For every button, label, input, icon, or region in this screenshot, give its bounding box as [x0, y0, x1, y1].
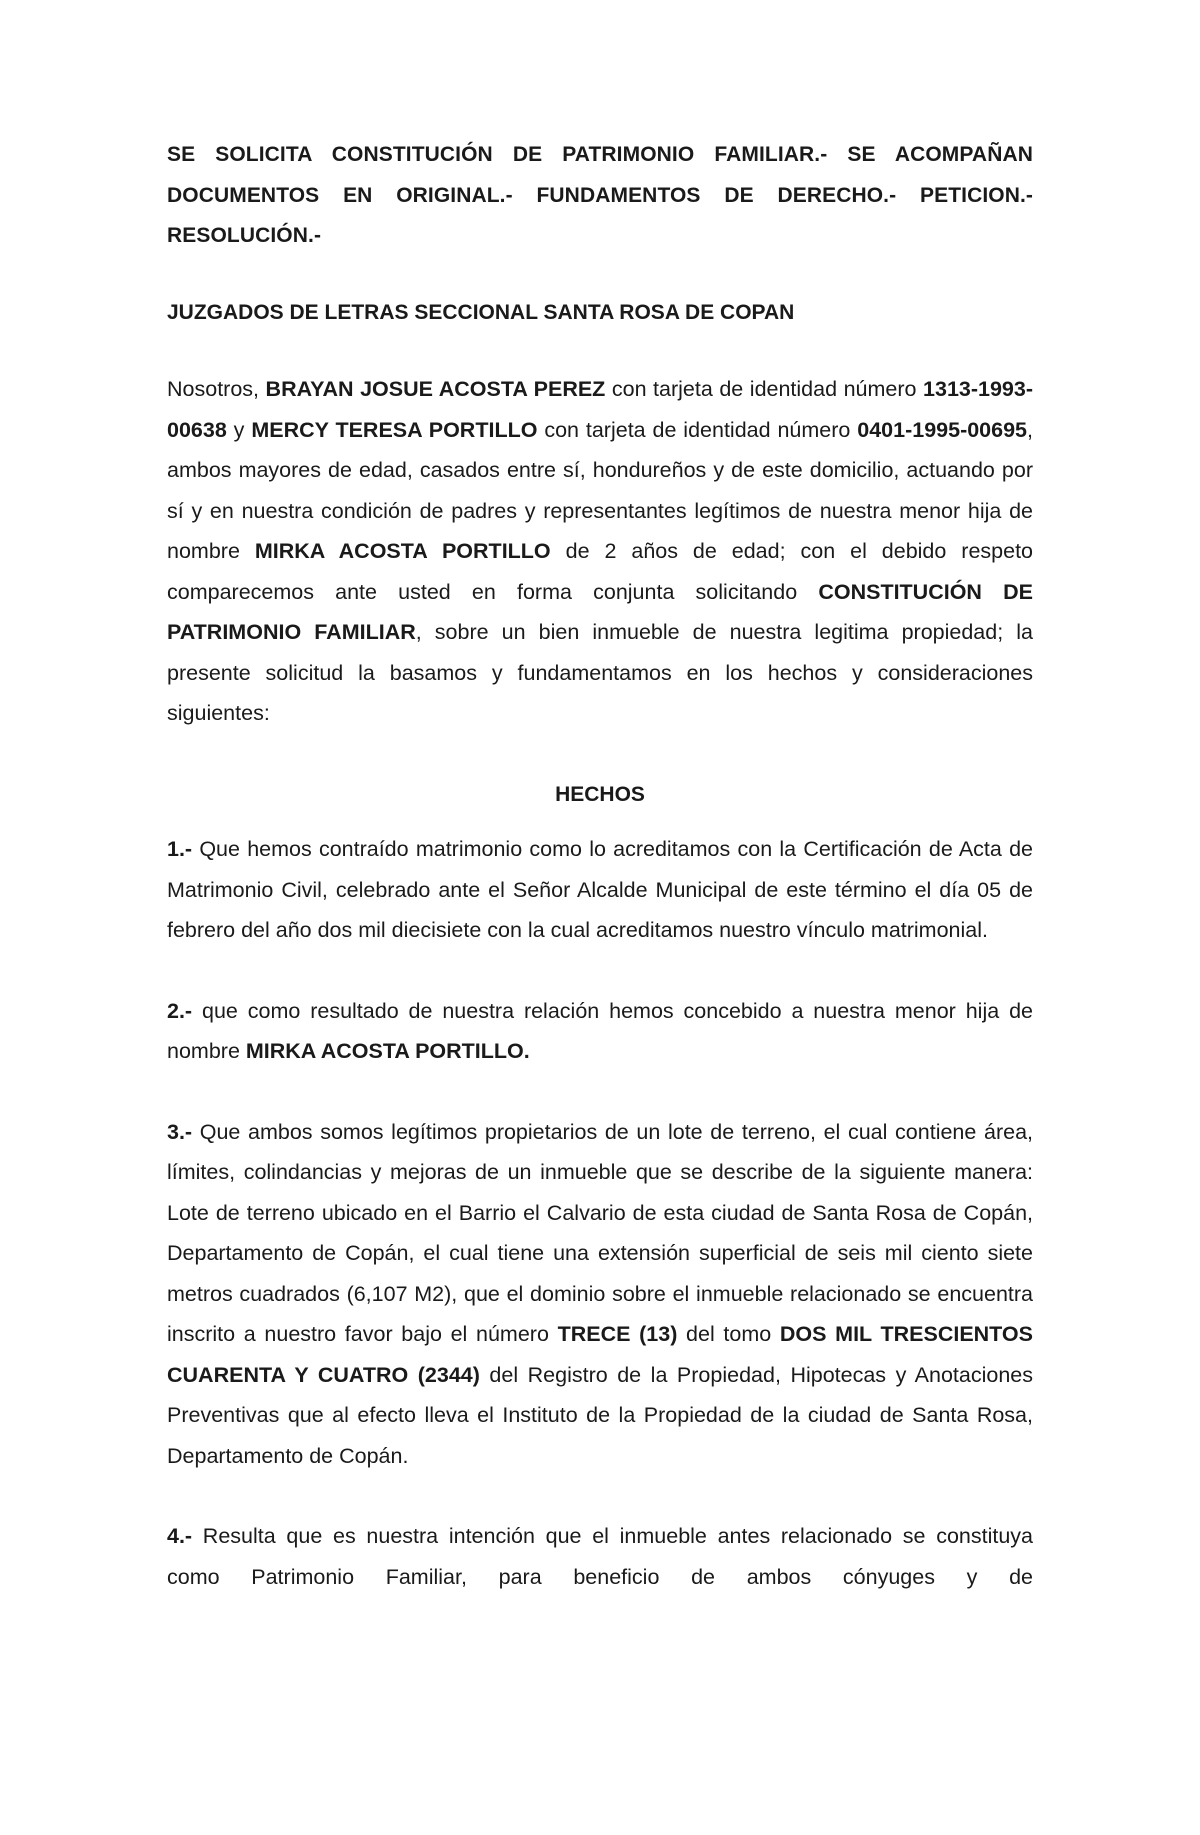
fact-number: 1.-	[167, 837, 193, 861]
document-title: SE SOLICITA CONSTITUCIÓN DE PATRIMONIO FAMILIAR.- SE ACOMPAÑAN DOCUMENTOS EN ORIGINAL.- FUNDAMENTOS DE DERECHO.- PETICION.- RESOLUCIÓN.-	[167, 143, 1033, 247]
fact-number: 2.-	[167, 998, 193, 1023]
document-body	[167, 135, 1033, 1597]
applicant-name: BRAYAN JOSUE ACOSTA PEREZ	[265, 377, 606, 401]
registry-volume: DOS MIL TRESCIENTOS CUARENTA Y CUATRO (2344)	[167, 1322, 1033, 1387]
child-name: MIRKA ACOSTA PORTILLO	[254, 539, 551, 563]
fact-4	[167, 1516, 1033, 1597]
fact-text: del Registro de la Propiedad, Hipotecas y Anotaciones Preventivas que al efecto lleva el Instituto de la Propiedad de la ciudad de Santa Rosa, Departamento de Copán.	[167, 1362, 1033, 1468]
intro-text: Nosotros,	[167, 377, 266, 401]
applicant-name: MERCY TERESA PORTILLO	[251, 417, 538, 442]
court-heading: JUZGADOS DE LETRAS SECCIONAL SANTA ROSA DE COPAN	[167, 300, 795, 324]
fact-number: 4.-	[167, 1524, 193, 1548]
intro-text: , ambos mayores de edad, casados entre sí, hondureños y de este domicilio, actuando por sí y en nuestra condición de padres y representantes legítimos de nuestra menor hija de nombre	[167, 417, 1033, 563]
intro-text: , sobre un bien inmueble de nuestra legitima propiedad; la presente solicitud la basamos y fundamentamos en los hechos y consideraciones siguientes:	[167, 620, 1033, 725]
facts-heading: HECHOS	[555, 782, 645, 806]
intro-text: y	[226, 417, 252, 442]
applicant-id: 1313-1993-00638	[167, 377, 1034, 442]
intro-paragraph	[167, 369, 1033, 734]
fact-text: que como resultado de nuestra relación hemos concebido a nuestra menor hija de nombre	[167, 998, 1033, 1063]
applicant-id: 0401-1995-00695	[857, 417, 1028, 442]
child-name: MIRKA ACOSTA PORTILLO.	[245, 1039, 530, 1063]
fact-text: del tomo	[677, 1322, 780, 1346]
fact-2	[167, 991, 1033, 1072]
intro-text: de 2 años de edad; con el debido respeto comparecemos ante usted en forma conjunta solicitando	[167, 539, 1034, 604]
registry-number: TRECE (13)	[557, 1322, 678, 1346]
fact-text: Que ambos somos legítimos propietarios de un lote de terreno, el cual contiene área, límites, colindancias y mejoras de un inmueble que se describe de la siguiente manera: Lote de terreno ubicado en el Barrio el Calvario de esta ciudad de Santa Rosa de Copán, Departamento de Copán, el cual tiene una extensión superficial de seis mil ciento siete metros cuadrados (6,107 M2), que el dominio sobre el inmueble relacionado se encuentra inscrito a nuestro favor bajo el número	[167, 1119, 1033, 1346]
fact-text: Que hemos contraído matrimonio como lo acreditamos con la Certificación de Acta de Matrimonio Civil, celebrado ante el Señor Alcalde Municipal de este término el día 05 de febrero del año dos mil diecisiete con la cual acreditamos nuestro vínculo matrimonial.	[167, 837, 1033, 942]
fact-3	[167, 1112, 1033, 1477]
fact-number: 3.-	[167, 1119, 193, 1144]
intro-text: con tarjeta de identidad número	[605, 377, 924, 401]
intro-text: con tarjeta de identidad número	[537, 417, 858, 442]
fact-1	[167, 829, 1033, 951]
request-title: CONSTITUCIÓN DE PATRIMONIO FAMILIAR	[167, 579, 1033, 644]
fact-text: Resulta que es nuestra intención que el inmueble antes relacionado se constituya como Patrimonio Familiar, para beneficio de ambos cónyuges y de	[167, 1524, 1033, 1589]
